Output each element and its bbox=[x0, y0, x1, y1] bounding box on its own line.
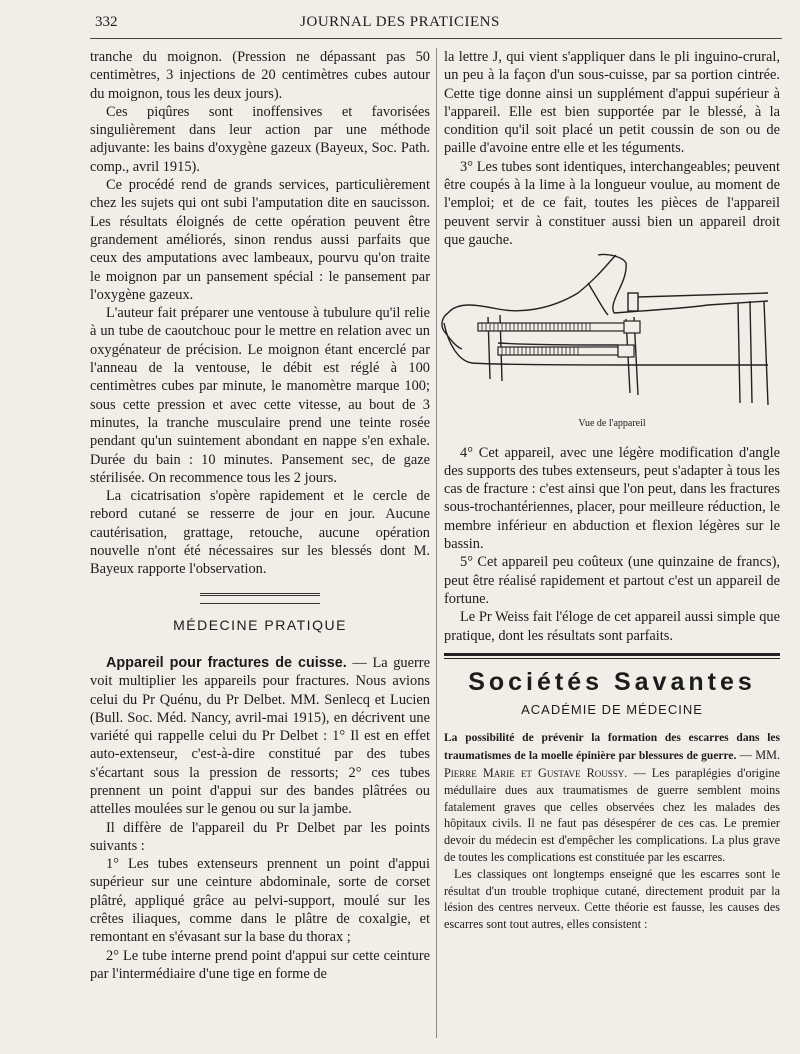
lead-paragraph bbox=[444, 729, 780, 865]
paragraph: La cicatrisation s'opère rapidement et le cercle de rebord cutané se resserre de jour en jour. Aucune cautérisation, grattage, retouche, aucune opération nouvelle n'ont été nécessaires sur les blessés dont M. Bayeux rapporte l'observation. bbox=[90, 488, 430, 578]
lead-body: — Les paraplégies d'origine médullaire dues aux traumatismes de guerre semblent moins fatalement graves que celles observées chez les malades des hôpitaux civils. Il ne faut pas désespérer de ces cas. Le premier devoir du médecin est d'empêcher les complications. La plus grave de toutes les complications est constituée par les escarres. bbox=[444, 766, 780, 864]
subsection-title: ACADÉMIE DE MÉDECINE bbox=[521, 702, 703, 718]
paragraph: la lettre J, qui vient s'appliquer dans le pli inguino-crural, un peu à la façon d'un sous-cuisse, par sa portion cintrée. Cette tige donne ainsi un supplément d'appui supérieur à l'appareil. Elle est bien supportée par le blessé, à la condition qu'il soit placé un petit coussin de son ou de paille d'avoine entre elle et les téguments. bbox=[444, 49, 780, 157]
page-number: 332 bbox=[95, 14, 118, 30]
header-rule bbox=[90, 38, 782, 39]
paragraph: 4° Cet appareil, avec une légère modification d'angle des supports des tubes extenseurs, peut s'adapter à tous les cas de fracture : c'est ainsi que l'on peut, dans les fractures sous-trochantériennes, placer, pour meilleure réduction, le membre inférieur en abduction et flexion légères sur le bassin. bbox=[444, 444, 780, 553]
paragraph: 1° Les tubes extenseurs prennent un point d'appui supérieur sur une ceinture abdominale, sorte de corset plâtré, appliqué grâce au pelvi-support, moulé sur les crêtes iliaques, comme dans le plâtre de coxalgie, et remontant en s'évasant sur la base du thorax ; bbox=[90, 856, 430, 946]
paragraph: L'auteur fait préparer une ventouse à tubulure qu'il relie à un tube de caoutchouc pour le mettre en relation avec un oxygénateur de précision. Le moignon étant encerclé par l'anneau de la ventouse, le débit est réglé à 100 centimètres cubes par minute, le manomètre marque 100; sous cette pression et avec cette vitesse, au bout de 3 minutes, la tranche musculaire prend une teinte rosée pendant qu'un suintement abondant en nappe s'en exhale. Durée du bain : 10 minutes. Pansement sec, de gaze stérilisée. On recommence tous les 2 jours. bbox=[90, 305, 430, 486]
paragraph: Le Pr Weiss fait l'éloge de cet appareil aussi simple que pratique, dont les résultats sont parfaits. bbox=[444, 609, 780, 644]
paragraph: 2° Le tube interne prend point d'appui sur cette ceinture par l'intermédiaire d'une tige en forme de bbox=[90, 947, 430, 982]
section-title: Sociétés Savantes bbox=[468, 667, 756, 696]
right-column bbox=[444, 48, 780, 933]
paragraph: 3° Les tubes sont identiques, interchangeables; peuvent être coupés à la lime à la longueur voulue, au moment de l'emploi; et de ce fait, toutes les pièces de l'appareil peuvent servir à constituer aussi bien un appareil droit que gauche. bbox=[444, 158, 780, 248]
paragraph: Il diffère de l'appareil du Pr Delbet par les points suivants : bbox=[90, 819, 430, 854]
apparatus-figure bbox=[444, 253, 780, 415]
article-title: Appareil pour fractures de cuisse. bbox=[106, 654, 347, 671]
page-header bbox=[0, 14, 800, 36]
section-title: MÉDECINE PRATIQUE bbox=[173, 616, 347, 633]
paragraph: tranche du moignon. (Pression ne dépassant pas 50 centimètres, 3 injections de 20 centimètres cubes autour du moignon, tous les deux jours). bbox=[90, 49, 430, 102]
paragraph: 5° Cet appareil peu coûteux (une quinzaine de francs), peut être réalisé rapidement et partout c'est un appareil de fortune. bbox=[444, 554, 780, 607]
section-rule bbox=[444, 653, 780, 659]
leg-apparatus-illustration bbox=[438, 253, 782, 415]
left-column bbox=[90, 48, 430, 983]
lead-authors: — MM. Pierre Marie et Gustave Roussy. bbox=[444, 748, 780, 781]
figure-caption: Vue de l'appareil bbox=[578, 418, 646, 430]
article-intro: — La guerre voit multiplier les appareils pour fractures. Nous avions celui du Pr Quénu, du Pr Delbet. MM. Senlecq et Lucien (Bull. Soc. Méd. Nancy, avril-mai 1915), en décrivent une variété qui rappelle celui du Pr Delbet : 1° Il est en effet auto-extenseur, c'est-à-dire constitué par des tubes s'écartant sous la pression de ressorts; 2° ces tubes prennent un point d'appui sur des bandes plâtrées ou attelles moulées sur le genou ou sur la jambe. bbox=[90, 654, 430, 818]
journal-title: JOURNAL DES PRATICIENS bbox=[300, 14, 500, 30]
paragraph: Ce procédé rend de grands services, particulièrement chez les sujets qui ont subi l'amputation dite en saucisson. Les résultats éloignés de cette opération peuvent être grandement améliorés, sinon rendus aussi parfaits que ceux des amputations avec lambeaux, pourvu qu'on traite le moignon par un pansement spécial : le pansement par l'oxygène gazeux. bbox=[90, 177, 430, 303]
column-separator bbox=[436, 48, 437, 1038]
article-paragraph bbox=[90, 654, 430, 819]
paragraph: Ces piqûres sont inoffensives et favorisées singulièrement dans leur action par une méthode adjuvante: les bains d'oxygène gazeux (Bayeux, Soc. Path. comp., avril 1915). bbox=[90, 103, 430, 175]
lead-title: La possibilité de prévenir la formation des escarres dans les traumatismes de la moelle épinière par blessures de guerre. bbox=[444, 732, 780, 763]
academie-text bbox=[444, 729, 780, 933]
paragraph: Les classiques ont longtemps enseigné que les escarres sont le résultat d'un trouble trophique cutané, directement produit par la lésion des centres nerveux. Cette théorie est fausse, les causes des escarres sont tout autres, elles consistent : bbox=[444, 866, 780, 932]
section-ornament bbox=[200, 593, 320, 604]
